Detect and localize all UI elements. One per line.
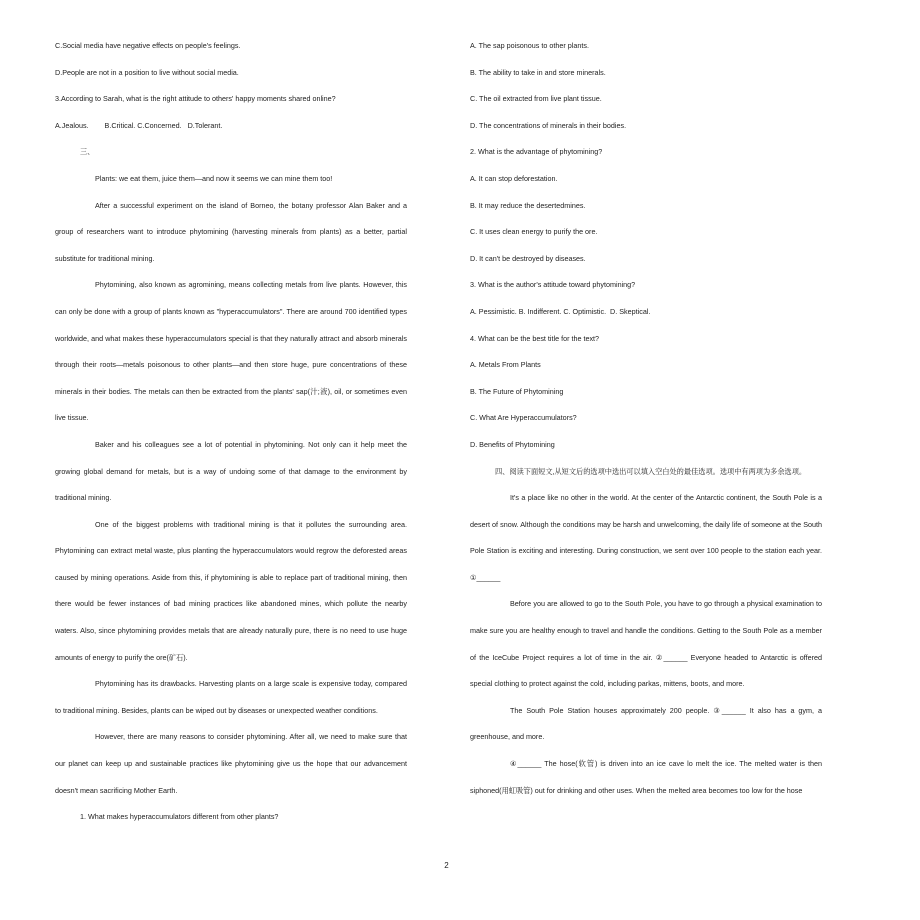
section-instructions: 四、阅读下面短文,从短文后的选项中选出可以填入空白处的最佳选项。选项中有两项为多余选项。 [495, 466, 807, 476]
passage-paragraph: Before you are allowed to go to the South Pole, you have to go through a physical examination to make sure you are healthy enough to travel and handle the conditions. Getting to the South Pole as a member of the IceCube Project requires a lot of time in the air. ②______ Everyone headed to Antarctic is offered special clothing to protect against the cold, including parkas, mittens, boots, and more. [470, 599, 822, 689]
answer-option: A. It can stop deforestation. [470, 173, 558, 183]
passage-paragraph: However, there are many reasons to consider phytomining. After all, we need to make sure that our planet can keep up and sustainable practices like phytomining give us the hope that our advancement doesn't mean sacrificing Mother Earth. [55, 732, 407, 795]
question: 3. What is the author's attitude toward phytomining? [470, 280, 636, 290]
left-column [55, 33, 407, 831]
answer-option: D. Benefits of Phytomining [470, 439, 555, 449]
answer-option: D. The concentrations of minerals in their bodies. [470, 120, 627, 130]
section-number: 三、 [80, 147, 95, 157]
answer-option: B. The Future of Phytomining [470, 386, 564, 396]
passage-paragraph: One of the biggest problems with traditional mining is that it pollutes the surrounding area. Phytomining can extract metal waste, plus planting the hyperaccumulators would regrow the deforested areas caused by mining operations. Aside from this, if phytomining is able to replace part of traditional mining, then there would be fewer instances of bad mining practices like abandoned mines, which pollute the nearby waters. Also, since phytomining provides metals that are already naturally pure, there is no need to use huge amounts of energy to purify the ore(矿石). [55, 519, 407, 662]
page-number: 2 [444, 861, 449, 870]
answer-option: B. It may reduce the desertedmines. [470, 200, 586, 210]
passage-paragraph: It's a place like no other in the world. At the center of the Antarctic continent, the South Pole is a desert of snow. Although the conditions may be harsh and unwelcoming, the daily life of someone at the South Pole Station is exciting and interesting. During construction, we sent over 100 people to the station each year. ①______ [470, 493, 822, 582]
answer-option: C. What Are Hyperaccumulators? [470, 413, 577, 423]
passage-paragraph: Phytomining has its drawbacks. Harvesting plants on a large scale is expensive today, compared to traditional mining. Besides, plants can be wiped out by diseases or unexpected weather conditions. [55, 679, 407, 715]
answer-option: A. Metals From Plants [470, 360, 541, 370]
answer-option: C.Social media have negative effects on people's feelings. [55, 41, 241, 50]
answer-option: D.People are not in a position to live without social media. [55, 67, 239, 77]
question: 4. What can be the best title for the text? [470, 333, 600, 343]
answer-option-row: A. Pessimistic. B. Indifferent. C. Optimistic. D. Skeptical. [470, 306, 651, 316]
right-column [470, 33, 822, 804]
answer-option-row: A.Jealous. B.Critical. C.Concerned. D.Tolerant. [55, 120, 223, 130]
passage-paragraph: Baker and his colleagues see a lot of potential in phytomining. Not only can it help meet the growing global demand for metals, but is a way of undoing some of that damage to the environment by traditional mining. [55, 439, 407, 503]
passage-paragraph: After a successful experiment on the island of Borneo, the botany professor Alan Baker and a group of researchers want to introduce phytomining (harvesting minerals from plants) as a better, partial substitute for traditional mining. [55, 200, 407, 263]
question: 2. What is the advantage of phytomining? [470, 147, 603, 157]
answer-option: C. It uses clean energy to purify the ore. [470, 227, 598, 237]
passage-paragraph: Phytomining, also known as agromining, means collecting metals from live plants. However, this can only be done with a group of plants known as "hyperaccumulators". There are around 700 identified types worldwide, and what makes these hyperaccumulators special is that they naturally attract and absorb minerals through their roots—metals poisonous to other plants—and then store huge, pure concentrations of these minerals in their bodies. The metals can then be extracted from the plants' sap(汁;液), oil, or sometimes even live tissue. [55, 280, 407, 423]
passage-title: Plants: we eat them, juice them—and now it seems we can mine them too! [95, 173, 333, 183]
passage-paragraph: ④______ The hose(软管) is driven into an ice cave lo melt the ice. The melted water is then siphoned(用虹吸管) out for drinking and other uses. When the melted area becomes too low for the hose [470, 759, 822, 795]
answer-option: A. The sap poisonous to other plants. [470, 41, 589, 50]
question: 1. What makes hyperaccumulators different from other plants? [80, 812, 279, 822]
answer-option: D. It can't be destroyed by diseases. [470, 253, 586, 263]
answer-option: C. The oil extracted from live plant tissue. [470, 94, 602, 104]
question: 3.According to Sarah, what is the right attitude to others' happy moments shared online? [55, 94, 336, 104]
answer-option: B. The ability to take in and store minerals. [470, 67, 606, 77]
passage-paragraph: The South Pole Station houses approximately 200 people. ③______ It also has a gym, a greenhouse, and more. [470, 705, 822, 742]
